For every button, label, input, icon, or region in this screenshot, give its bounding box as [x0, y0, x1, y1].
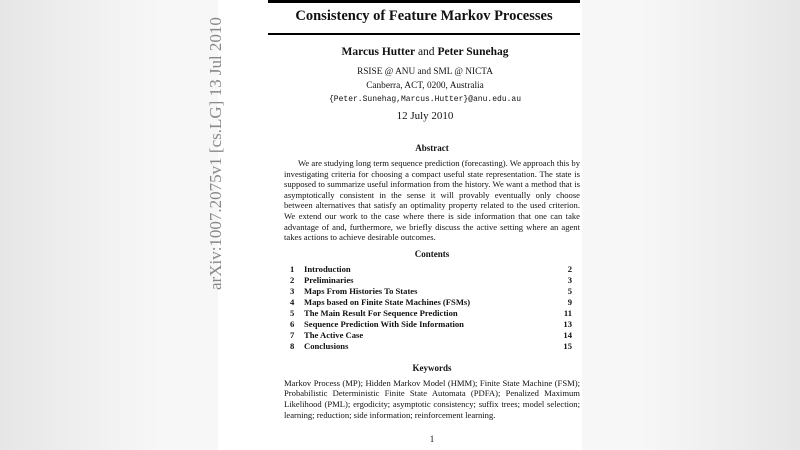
toc-entry[interactable] [290, 275, 572, 286]
toc-number: 2 [290, 274, 295, 285]
toc-title: Maps based on Finite State Machines (FSMs) [304, 296, 471, 307]
toc-entry[interactable] [290, 319, 572, 330]
authors [218, 46, 632, 58]
keywords-text: Markov Process (MP); Hidden Markov Model (HMM); Finite State Machine (FSM); Probabilistic Deterministic Finite State Automata (PDFA); Penalized Maximum Likelihood (PML); ergodicity; asymptotic consistency; suffix trees; model selection; learning; reduction; side information; reinforcement learning. [284, 377, 580, 420]
toc-entry[interactable] [290, 308, 572, 319]
authors-and: and [415, 46, 438, 58]
toc-entry[interactable] [290, 330, 572, 341]
affiliation: RSISE @ ANU and SML @ NICTA [357, 67, 493, 77]
table-of-contents [290, 264, 572, 352]
toc-number: 8 [290, 340, 295, 351]
title-rule [268, 33, 580, 35]
top-rule [268, 0, 580, 3]
toc-title: The Main Result For Sequence Prediction [304, 307, 458, 318]
toc-title: Maps From Histories To States [304, 285, 418, 296]
toc-entry[interactable] [290, 341, 572, 352]
toc-page: 14 [563, 329, 572, 340]
toc-number: 3 [290, 285, 295, 296]
toc-page: 2 [567, 263, 572, 274]
body-flow [284, 142, 580, 444]
author-1: Marcus Hutter [341, 46, 416, 58]
toc-title: Sequence Prediction With Side Information [304, 318, 464, 329]
address: Canberra, ACT, 0200, Australia [366, 81, 484, 91]
paper-title: Consistency of Feature Markov Processes [295, 8, 553, 24]
paper-page [206, 0, 582, 450]
arxiv-stamp: arXiv:1007.2075v1 [cs.LG] 13 Jul 2010 [206, 17, 225, 290]
toc-page: 9 [567, 296, 572, 307]
abstract-text: We are studying long term sequence prediction (forecasting). We approach this by investigating criteria for choosing a compact useful state representation. The state is supposed to summarize useful information from the history. We want a method that is asymptotically consistent in the sense it will provably eventually only choose between alternatives that satisfy an optimality property related to the used criterion. We extend our work to the case where there is side information that one can take advantage of and, furthermore, we briefly discuss the active setting where an agent takes actions to achieve desirable outcomes. [284, 158, 580, 243]
toc-number: 1 [290, 263, 295, 274]
keywords-heading: Keywords [412, 362, 452, 373]
abstract-heading: Abstract [415, 143, 449, 153]
toc-entry[interactable] [290, 297, 572, 308]
toc-number: 5 [290, 307, 295, 318]
toc-page: 3 [567, 274, 572, 285]
toc-entry[interactable] [290, 264, 572, 275]
toc-title: Preliminaries [304, 274, 354, 285]
author-2: Peter Sunehag [437, 46, 509, 58]
contents-heading: Contents [414, 248, 450, 259]
date: 12 July 2010 [396, 110, 454, 122]
toc-page: 15 [563, 340, 572, 351]
toc-entry[interactable] [290, 286, 572, 297]
page-number: 1 [429, 434, 435, 445]
toc-number: 7 [290, 329, 295, 340]
toc-page: 5 [567, 285, 572, 296]
toc-page: 11 [563, 307, 572, 318]
toc-title: Introduction [304, 263, 351, 274]
toc-title: The Active Case [304, 329, 364, 340]
email: {Peter.Sunehag,Marcus.Hutter}@anu.edu.au [328, 95, 522, 104]
toc-number: 6 [290, 318, 295, 329]
toc-page: 13 [563, 318, 572, 329]
toc-title: Conclusions [304, 340, 349, 351]
toc-number: 4 [290, 296, 295, 307]
